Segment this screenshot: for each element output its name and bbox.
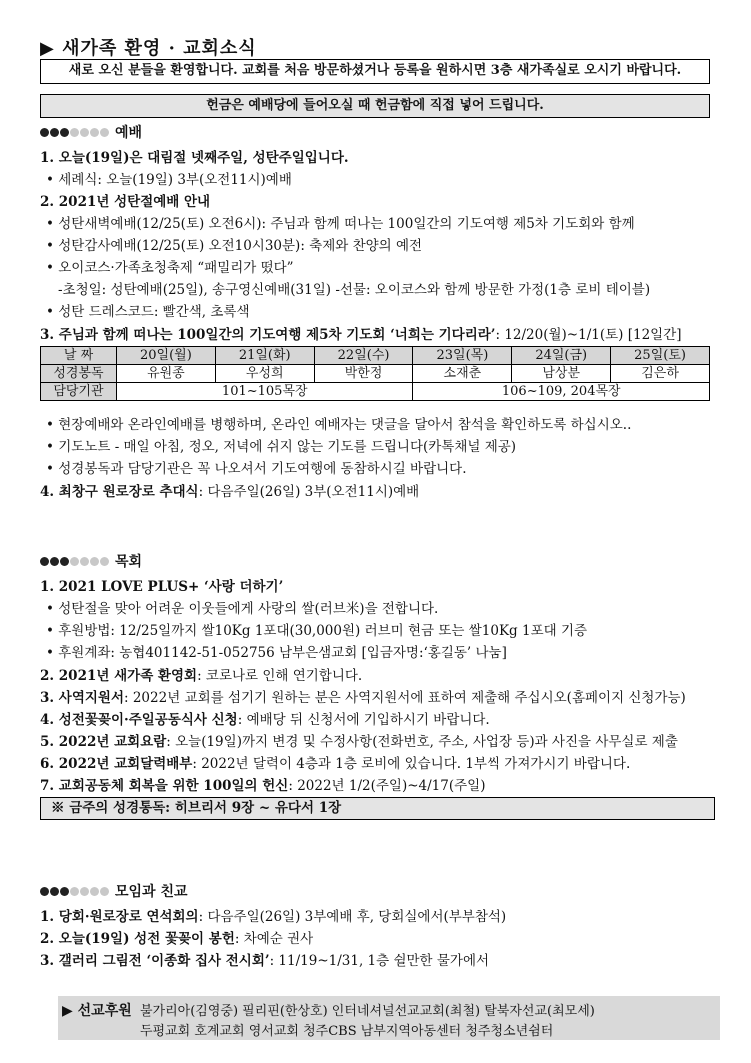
section-fellowship-heading — [40, 881, 188, 901]
bullet-dots-icon — [40, 128, 109, 137]
worship-item-4-title: 4. 최창구 원로장로 추대식 — [40, 484, 199, 500]
table-cell-reader: 김은하 — [611, 365, 710, 383]
ministry-item-4-detail: : 예배당 뒤 신청서에 기입하시기 바랍니다. — [237, 712, 490, 728]
table-cell-date: 22일(수) — [314, 347, 413, 365]
offering-notice: 헌금은 예배당에 들어오실 때 헌금함에 직접 넣어 드립니다. — [40, 94, 710, 118]
fellowship-item-2-title: 2. 오늘(19일) 성전 꽃꽂이 봉헌 — [40, 931, 235, 947]
ministry-item-1: 1. 2021 LOVE PLUS+ ‘사랑 더하기’ — [40, 579, 284, 595]
page-title: ▶ 새가족 환영 · 교회소식 — [40, 38, 257, 59]
table-cell-reader: 유원종 — [117, 365, 216, 383]
ministry-item-7 — [40, 774, 485, 794]
table-cell-org: 101~105목장 — [117, 383, 413, 401]
fellowship-item-2-detail: : 차예순 권사 — [234, 931, 314, 947]
worship-item-3-detail: : 12/20(월)~1/1(토) [12일간] — [495, 327, 682, 343]
ministry-item-5-title: 5. 2022년 교회요람 — [40, 734, 167, 750]
prayer-schedule-table — [40, 346, 710, 401]
table-row-label: 담당기관 — [41, 383, 117, 401]
worship-item-3c: • 성경봉독과 담당기관은 꼭 나오셔서 기도여행에 동참하시길 바랍니다. — [46, 461, 467, 477]
worship-item-3a: • 현장예배와 온라인예배를 병행하며, 온라인 예배자는 댓글을 달아서 참석을 확인하도록 하십시오.. — [46, 417, 632, 433]
table-cell-date: 25일(토) — [611, 347, 710, 365]
bullet-dots-icon — [40, 887, 109, 896]
section-ministry-heading — [40, 551, 142, 571]
worship-item-2b: • 성탄감사예배(12/25(토) 오전10시30분): 축제와 찬양의 예전 — [46, 238, 423, 254]
worship-item-3 — [40, 323, 682, 343]
fellowship-item-1-title: 1. 당회·원로장로 연석회의 — [40, 909, 199, 925]
worship-item-3-title: 3. 주님과 함께 떠나는 100일간의 기도여행 제5차 기도회 ‘너희는 기다리라’ — [40, 327, 496, 343]
table-cell-reader: 소재춘 — [413, 365, 512, 383]
ministry-item-5-detail: : 오늘(19일)까지 변경 및 수정사항(전화번호, 주소, 사업장 등)과 사진을 사무실로 제출 — [166, 734, 678, 750]
mission-support-line-1: 불가리아(김영중) 필리핀(한상호) 인터네셔널선교교회(최철) 탈북자선교(최모세) — [140, 1004, 595, 1019]
ministry-item-2-title: 2. 2021년 새가족 환영회 — [40, 668, 198, 684]
table-row — [41, 383, 710, 401]
fellowship-item-3-detail: : 11/19~1/31, 1층 쉴만한 물가에서 — [269, 953, 490, 969]
table-cell-date: 23일(목) — [413, 347, 512, 365]
bible-reading-notice: ※ 금주의 성경통독: 히브리서 9장 ~ 유다서 1장 — [40, 797, 715, 820]
ministry-item-2 — [40, 664, 362, 684]
table-row — [41, 347, 710, 365]
worship-item-2d: -초청일: 성탄예배(25일), 송구영신예배(31일) -선물: 오이코스와 함께 방문한 가정(1층 로비 테이블) — [58, 282, 651, 298]
table-row-label: 날 짜 — [41, 347, 117, 365]
mission-support-label: ▶ 선교후원 — [62, 1003, 132, 1019]
worship-item-2a: • 성탄새벽예배(12/25(토) 오전6시): 주님과 함께 떠나는 100일간의 기도여행 제5차 기도회와 함께 — [46, 216, 635, 232]
worship-item-4-detail: : 다음주일(26일) 3부(오전11시)예배 — [198, 484, 420, 500]
welcome-notice: 새로 오신 분들을 환영합니다. 교회를 처음 방문하셨거나 등록을 원하시면 3층 새가족실로 오시기 바랍니다. — [40, 59, 710, 84]
section-worship-heading — [40, 122, 142, 142]
table-cell-date: 21일(화) — [215, 347, 314, 365]
ministry-item-3-detail: : 2022년 교회를 섬기기 원하는 분은 사역지원서에 표하여 제출해 주십시오(홈페이지 신청가능) — [124, 690, 686, 706]
worship-item-2: 2. 2021년 성탄절예배 안내 — [40, 194, 211, 210]
section-ministry-label: 목회 — [115, 554, 143, 570]
worship-item-1: 1. 오늘(19일)은 대림절 넷째주일, 성탄주일입니다. — [40, 150, 349, 166]
fellowship-item-1 — [40, 905, 506, 925]
table-cell-date: 24일(금) — [512, 347, 611, 365]
fellowship-item-3-title: 3. 갤러리 그림전 ‘이종화 집사 전시회’ — [40, 953, 270, 969]
bullet-dots-icon — [40, 557, 109, 566]
table-cell-date: 20일(월) — [117, 347, 216, 365]
worship-item-1a: • 세례식: 오늘(19일) 3부(오전11시)예배 — [46, 172, 292, 188]
ministry-item-6-title: 6. 2022년 교회달력배부 — [40, 756, 193, 772]
mission-support-box — [58, 996, 720, 1040]
ministry-item-3 — [40, 686, 686, 706]
table-row — [41, 365, 710, 383]
worship-item-2e: • 성탄 드레스코드: 빨간색, 초록색 — [46, 304, 250, 320]
table-cell-reader: 우성희 — [215, 365, 314, 383]
section-fellowship-label: 모임과 친교 — [115, 884, 188, 900]
section-worship-label: 예배 — [115, 125, 143, 141]
ministry-item-5 — [40, 730, 678, 750]
worship-item-3b: • 기도노트 - 매일 아침, 정오, 저녁에 쉬지 않는 기도를 드립니다(카톡채널 제공) — [46, 439, 517, 455]
ministry-item-7-detail: : 2022년 1/2(주일)~4/17(주일) — [288, 778, 486, 794]
table-cell-org: 106~109, 204목장 — [413, 383, 710, 401]
ministry-item-7-title: 7. 교회공동체 회복을 위한 100일의 헌신 — [40, 778, 289, 794]
ministry-item-4 — [40, 708, 490, 728]
ministry-item-6-detail: : 2022년 달력이 4층과 1층 로비에 있습니다. 1부씩 가져가시기 바랍니다. — [192, 756, 631, 772]
ministry-item-4-title: 4. 성전꽃꽂이·주일공동식사 신청 — [40, 712, 238, 728]
ministry-item-3-title: 3. 사역지원서 — [40, 690, 124, 706]
worship-item-2c: • 오이코스·가족초청축제 “패밀리가 떴다” — [46, 260, 294, 276]
table-row-label: 성경봉독 — [41, 365, 117, 383]
ministry-item-6 — [40, 752, 630, 772]
ministry-item-2-detail: : 코로나로 인해 연기합니다. — [197, 668, 363, 684]
worship-item-4 — [40, 480, 419, 500]
fellowship-item-1-detail: : 다음주일(26일) 3부예배 후, 당회실에서(부부참석) — [198, 909, 507, 925]
ministry-item-1b: • 후원방법: 12/25일까지 쌀10Kg 1포대(30,000원) 러브미 현금 또는 쌀10Kg 1포대 기증 — [46, 623, 588, 639]
fellowship-item-3 — [40, 949, 489, 969]
fellowship-item-2 — [40, 927, 313, 947]
mission-support-line-2: 두평교회 호계교회 영서교회 청주CBS 남부지역아동센터 청주청소년쉼터 — [140, 1024, 554, 1039]
table-cell-reader: 남상분 — [512, 365, 611, 383]
table-cell-reader: 박한정 — [314, 365, 413, 383]
ministry-item-1a: • 성탄절을 맞아 어려운 이웃들에게 사랑의 쌀(러브米)을 전합니다. — [46, 601, 439, 617]
ministry-item-1c: • 후원계좌: 농협401142-51-052756 남부은샘교회 [입금자명:‘홍길동’ 나눔] — [46, 645, 507, 661]
